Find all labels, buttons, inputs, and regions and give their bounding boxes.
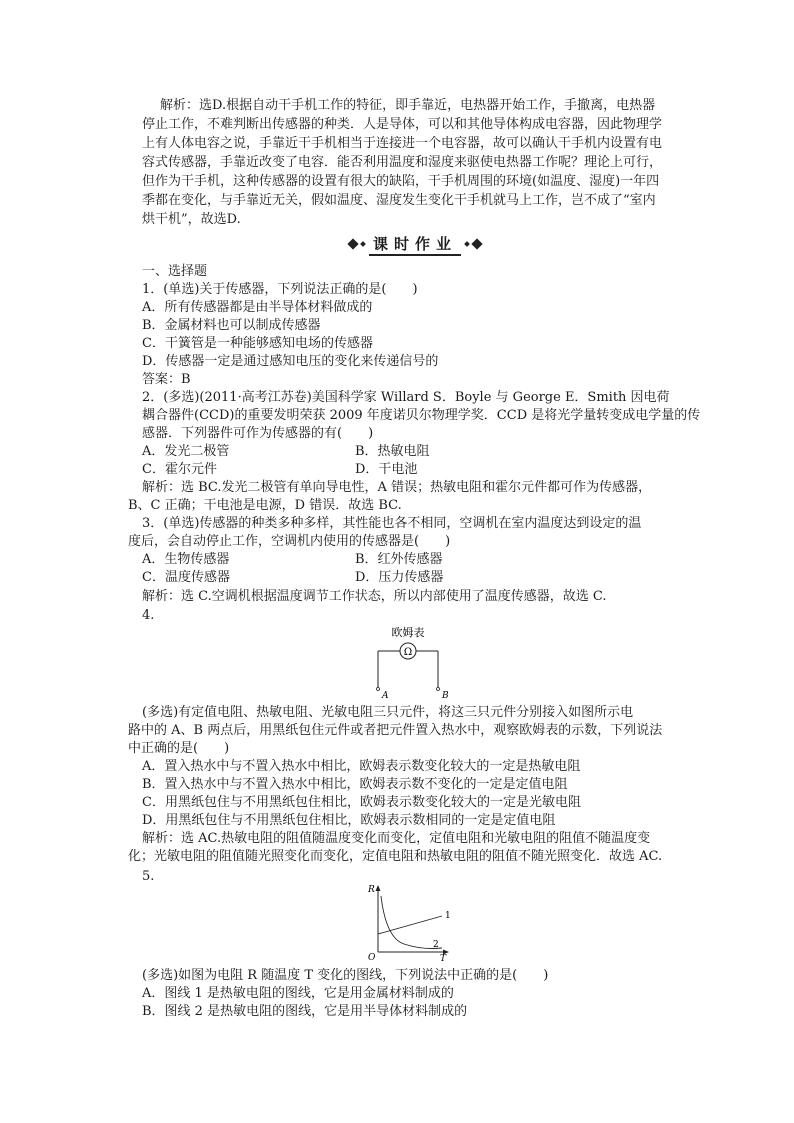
q4-stem-line-1: (多选)有定值电阻、热敏电阻、光敏电阻三只元件，将这三只元件分别接入如图所示电 bbox=[142, 705, 634, 720]
q1-option-c: C．干簧管是一种能够感知电场的传感器 bbox=[142, 336, 373, 351]
q3-stem-line-1: 3．(单选)传感器的种类多种多样，其性能也各不相同，空调机在室内温度达到设定的温 bbox=[142, 516, 642, 531]
q4-option-a: A．置入热水中与不置入热水中相比，欧姆表示数变化较大的一定是热敏电阻 bbox=[142, 759, 581, 774]
q2-stem-line-3: 感器．下列器件可作为传感器的有( ) bbox=[142, 426, 374, 441]
ohm-symbol: Ω bbox=[403, 647, 413, 658]
resistance-temperature-graph bbox=[364, 882, 456, 962]
section-banner bbox=[330, 233, 500, 255]
point-a-label: A bbox=[382, 691, 389, 700]
intro-line-7: 烘干机”，故选D. bbox=[142, 212, 241, 227]
q4-explanation-line-2: 化；光敏电阻的阻值随光照变化而变化，定值电阻和热敏电阻的阻值不随光照变化．故选 AC. bbox=[128, 849, 663, 864]
q3-option-d: D．压力传感器 bbox=[355, 570, 444, 585]
x-axis-label: T bbox=[440, 954, 447, 962]
q2-explanation-line-1: 解析：选 BC.发光二极管有单向导电性，A 错误；热敏电阻和霍尔元件都可作为传感器， bbox=[142, 480, 652, 495]
q3-stem-line-2: 度后，会自动停止工作，空调机内使用的传感器是( ) bbox=[128, 534, 451, 549]
point-b-label: B bbox=[442, 691, 449, 700]
dot-ornament-icon bbox=[464, 241, 470, 247]
q1-option-b: B．金属材料也可以制成传感器 bbox=[142, 318, 321, 333]
diamond-ornament-icon bbox=[471, 238, 482, 249]
q4-option-b: B．置入热水中与不置入热水中相比，欧姆表示数不变化的一定是定值电阻 bbox=[142, 777, 568, 792]
intro-line-3: 上有人体电容之说，手靠近干手机相当于连接进一个电容器，故可以确认干手机内设置有电 bbox=[142, 136, 663, 151]
intro-line-6: 季都在变化，与手靠近无关，假如温度、湿度发生变化干手机就马上工作，岂不成了“室内 bbox=[142, 193, 656, 208]
dot-ornament-icon bbox=[360, 241, 366, 247]
q3-option-c: C．温度传感器 bbox=[142, 570, 230, 585]
ohmmeter-circuit-figure bbox=[370, 622, 456, 700]
q4-option-c: C．用黑纸包住与不用黑纸包住相比，欧姆表示数变化较大的一定是光敏电阻 bbox=[142, 795, 581, 810]
y-axis-arrow-icon bbox=[376, 885, 381, 891]
diamond-ornament-icon bbox=[347, 238, 358, 249]
q4-number: 4. bbox=[142, 608, 155, 623]
ohmmeter-label: 欧姆表 bbox=[391, 626, 425, 639]
section-heading: 一、选择题 bbox=[142, 264, 208, 279]
q2-stem-line-2: 耦合器件(CCD)的重要发明荣获 2009 年度诺贝尔物理学奖．CCD 是将光学量转变成电学量的传 bbox=[142, 408, 701, 423]
terminal-a-icon bbox=[377, 688, 380, 691]
terminal-b-icon bbox=[437, 688, 440, 691]
banner-title: 课时作业 bbox=[369, 233, 461, 256]
q3-option-b: B．红外传感器 bbox=[355, 552, 443, 567]
q1-option-a: A．所有传感器都是由半导体材料做成的 bbox=[142, 300, 373, 315]
q2-option-d: D．干电池 bbox=[355, 462, 418, 477]
q3-option-a: A．生物传感器 bbox=[142, 552, 230, 567]
q5-option-b: B．图线 2 是热敏电阻的图线，它是用半导体材料制成的 bbox=[142, 1004, 468, 1019]
q2-option-c: C．霍尔元件 bbox=[142, 462, 217, 477]
q5-number: 5. bbox=[142, 869, 155, 884]
q4-option-d: D．用黑纸包住与不用黑纸包住相比，欧姆表示数相同的一定是定值电阻 bbox=[142, 813, 556, 828]
q5-stem: (多选)如图为电阻 R 随温度 T 变化的图线，下列说法中正确的是( ) bbox=[142, 968, 549, 983]
origin-label: O bbox=[368, 953, 376, 962]
y-axis-label: R bbox=[368, 885, 375, 895]
q4-explanation-line-1: 解析：选 AC.热敏电阻的阻值随温度变化而变化，定值电阻和光敏电阻的阻值不随温度变 bbox=[142, 831, 651, 846]
intro-line-4: 容式传感器，手靠近改变了电容．能否利用温度和湿度来驱使电热器工作呢？理论上可行， bbox=[142, 155, 663, 170]
q1-answer: 答案：B bbox=[142, 372, 191, 387]
q2-explanation-line-2: B、C 正确；干电池是电源，D 错误．故选 BC. bbox=[128, 498, 402, 513]
intro-line-2: 停止工作，不难判断出传感器的种类．人是导体，可以和其他导体构成电容器，因此物理学 bbox=[142, 117, 663, 132]
curve-1-label: 1 bbox=[445, 911, 451, 921]
q1-option-d: D．传感器一定是通过感知电压的变化来传递信号的 bbox=[142, 354, 439, 369]
q1-stem: 1．(单选)关于传感器，下列说法正确的是( ) bbox=[142, 282, 418, 297]
intro-line-5: 但作为干手机，这种传感器的设置有很大的缺陷，干手机周围的环境(如温度、湿度)一年四 bbox=[142, 174, 660, 189]
q5-option-a: A．图线 1 是热敏电阻的图线，它是用金属材料制成的 bbox=[142, 986, 454, 1001]
q3-explanation: 解析：选 C.空调机根据温度调节工作状态，所以内部使用了温度传感器，故选 C. bbox=[142, 589, 607, 604]
q2-stem-line-1: 2．(多选)(2011·高考江苏卷)美国科学家 Willard S．Boyle 与 George E．Smith 因电荷 bbox=[142, 390, 670, 405]
q4-stem-line-3: 中正确的是( ) bbox=[128, 741, 230, 756]
q4-stem-line-2: 路中的 A、B 两点后，用黑纸包住元件或者把元件置入热水中，观察欧姆表的示数，下列说法 bbox=[128, 723, 663, 738]
q2-option-a: A．发光二极管 bbox=[142, 444, 230, 459]
intro-line-1: 解析：选D.根据自动干手机工作的特征，即手靠近，电热器开始工作，手撤离，电热器 bbox=[160, 98, 656, 113]
curve-2-label: 2 bbox=[433, 940, 439, 950]
q2-option-b: B．热敏电阻 bbox=[355, 444, 430, 459]
